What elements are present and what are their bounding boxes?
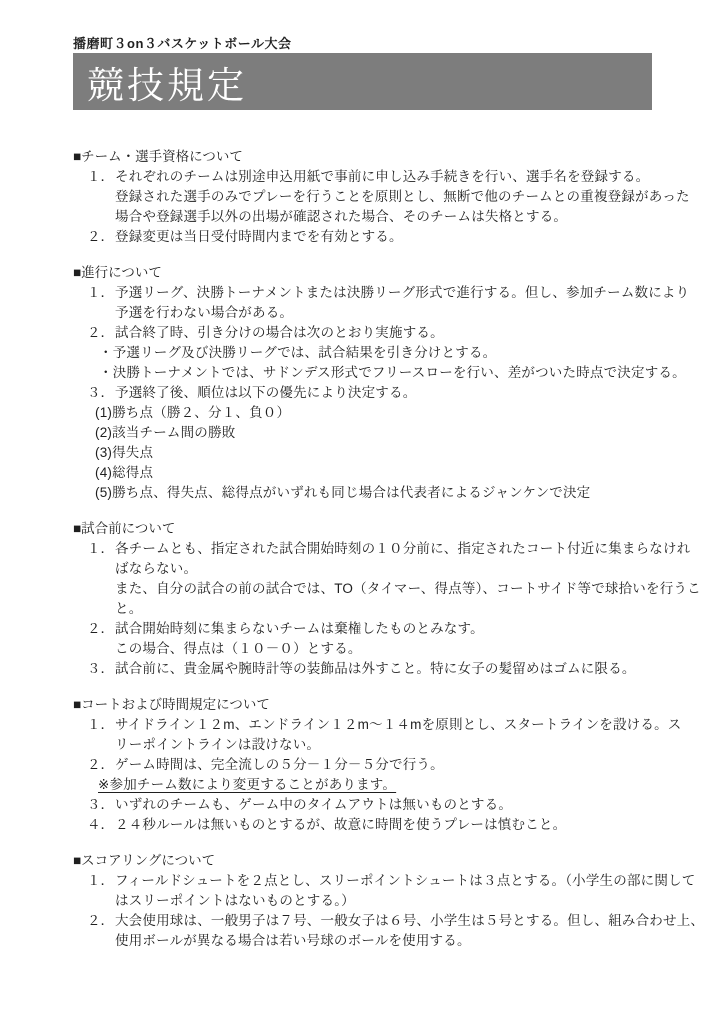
numbered-item [73, 227, 724, 247]
item-number: １． [87, 169, 114, 184]
note-line: ※参加チーム数により変更することがあります。 [98, 777, 397, 792]
bullet-line: ・決勝トーナメントでは、サドンデス形式でフリースローを行い、差がついた時点で決定する。 [99, 365, 686, 380]
rules-sections [73, 110, 724, 951]
paren-lines [73, 403, 724, 503]
item-line: と。 [115, 601, 143, 616]
item-lines [115, 283, 724, 323]
item-number: １． [87, 285, 114, 300]
item-line: 各チームとも、指定された試合開始時刻の１０分前に、指定されたコート付近に集まらなけれ [115, 541, 691, 556]
section-heading: ■チーム・選手資格について [73, 149, 243, 164]
item-line: 大会使用球は、一般男子は７号、一般女子は６号、小学生は５号とする。但し、組み合わせ上、 [115, 913, 705, 928]
item-number: ２． [87, 913, 114, 928]
item-line: この場合、得点は（１０－０）とする。 [115, 641, 362, 656]
item-line: 試合前に、貴金属や腕時計等の装飾品は外すこと。特に女子の髪留めはゴムに限る。 [115, 661, 636, 676]
section-heading: ■試合前について [73, 521, 176, 536]
item-line: 登録変更は当日受付時間内までを有効とする。 [115, 229, 403, 244]
note-lines [73, 775, 724, 795]
item-number: ２． [87, 757, 114, 772]
item-number: ４． [87, 817, 114, 832]
item-lines [115, 815, 724, 835]
item-lines [115, 167, 724, 227]
item-line: それぞれのチームは別途申込用紙で事前に申し込み手続きを行い、選手名を登録する。 [115, 169, 650, 184]
item-number: ３． [87, 385, 114, 400]
section [73, 519, 724, 679]
item-number: １． [87, 873, 114, 888]
numbered-item [73, 323, 724, 343]
item-line: 試合開始時刻に集まらないチームは棄権したものとみなす。 [115, 621, 484, 636]
numbered-item [73, 815, 724, 835]
item-lines [115, 323, 724, 343]
item-line: はスリーポイントはないものとする。） [115, 893, 355, 908]
document-subtitle: 播磨町３on３バスケットボール大会 [73, 36, 292, 51]
paren-line: (4)総得点 [95, 465, 154, 480]
section [73, 851, 724, 951]
item-line: ２４秒ルールは無いものとするが、故意に時間を使うプレーは慎むこと。 [115, 817, 567, 832]
item-number: ３． [87, 661, 114, 676]
item-line: また、自分の試合の前の試合では、TO（タイマー、得点等）、コートサイド等で球拾いを行うこ [115, 581, 701, 596]
numbered-item [73, 283, 724, 323]
title-banner [73, 53, 652, 110]
item-line: ゲーム時間は、完全流しの５分－１分－５分で行う。 [115, 757, 444, 772]
item-lines [115, 383, 724, 403]
bullet-line: ・予選リーグ及び決勝リーグでは、試合結果を引き分けとする。 [99, 345, 497, 360]
item-line: サイドライン１２m、エンドライン１２m～１４mを原則とし、スタートラインを設ける。ス [115, 717, 682, 732]
numbered-item [73, 871, 724, 911]
numbered-item [73, 619, 724, 659]
item-lines [115, 755, 724, 775]
numbered-item [73, 167, 724, 227]
section [73, 147, 724, 247]
item-lines [115, 619, 724, 659]
item-lines [115, 715, 724, 755]
numbered-item [73, 539, 724, 619]
item-line: 場合や登録選手以外の出場が確認された場合、そのチームは失格とする。 [115, 209, 568, 224]
item-lines [115, 871, 724, 911]
item-line: いずれのチームも、ゲーム中のタイムアウトは無いものとする。 [115, 797, 513, 812]
bullet-lines [73, 343, 724, 383]
item-lines [115, 911, 724, 951]
item-line: リーポイントラインは設けない。 [115, 737, 321, 752]
numbered-item [73, 755, 724, 775]
item-line: 予選終了後、順位は以下の優先により決定する。 [115, 385, 417, 400]
item-number: ３． [87, 797, 114, 812]
item-line: 登録された選手のみでプレーを行うことを原則とし、無断で他のチームとの重複登録があった [115, 189, 690, 204]
section [73, 263, 724, 503]
item-line: 使用ボールが異なる場合は若い号球のボールを使用する。 [115, 933, 471, 948]
numbered-item [73, 911, 724, 951]
item-line: 試合終了時、引き分けの場合は次のとおり実施する。 [115, 325, 444, 340]
item-line: 予選リーグ、決勝トーナメントまたは決勝リーグ形式で進行する。但し、参加チーム数により [115, 285, 690, 300]
numbered-item [73, 659, 724, 679]
item-number: ２． [87, 325, 114, 340]
item-line: ばならない。 [115, 561, 198, 576]
page-title: 競技規定 [87, 64, 247, 106]
item-line: 予選を行わない場合がある。 [115, 305, 294, 320]
item-lines [115, 227, 724, 247]
item-number: ２． [87, 229, 114, 244]
numbered-item [73, 383, 724, 403]
section-heading: ■スコアリングについて [73, 853, 216, 868]
paren-line: (1)勝ち点（勝２、分１、負０） [95, 405, 291, 420]
item-number: １． [87, 717, 114, 732]
item-lines [115, 659, 724, 679]
section-heading: ■コートおよび時間規定について [73, 697, 270, 712]
item-line: フィールドシュートを２点とし、スリーポイントシュートは３点とする。（小学生の部に関して [115, 873, 696, 888]
numbered-item [73, 795, 724, 815]
numbered-item [73, 715, 724, 755]
section-heading: ■進行について [73, 265, 162, 280]
paren-line: (2)該当チーム間の勝敗 [95, 425, 236, 440]
paren-line: (3)得失点 [95, 445, 154, 460]
item-lines [115, 795, 724, 815]
item-number: １． [87, 541, 114, 556]
item-number: ２． [87, 621, 114, 636]
item-lines [115, 539, 724, 619]
paren-line: (5)勝ち点、得失点、総得点がいずれも同じ場合は代表者によるジャンケンで決定 [95, 485, 591, 500]
section [73, 695, 724, 835]
